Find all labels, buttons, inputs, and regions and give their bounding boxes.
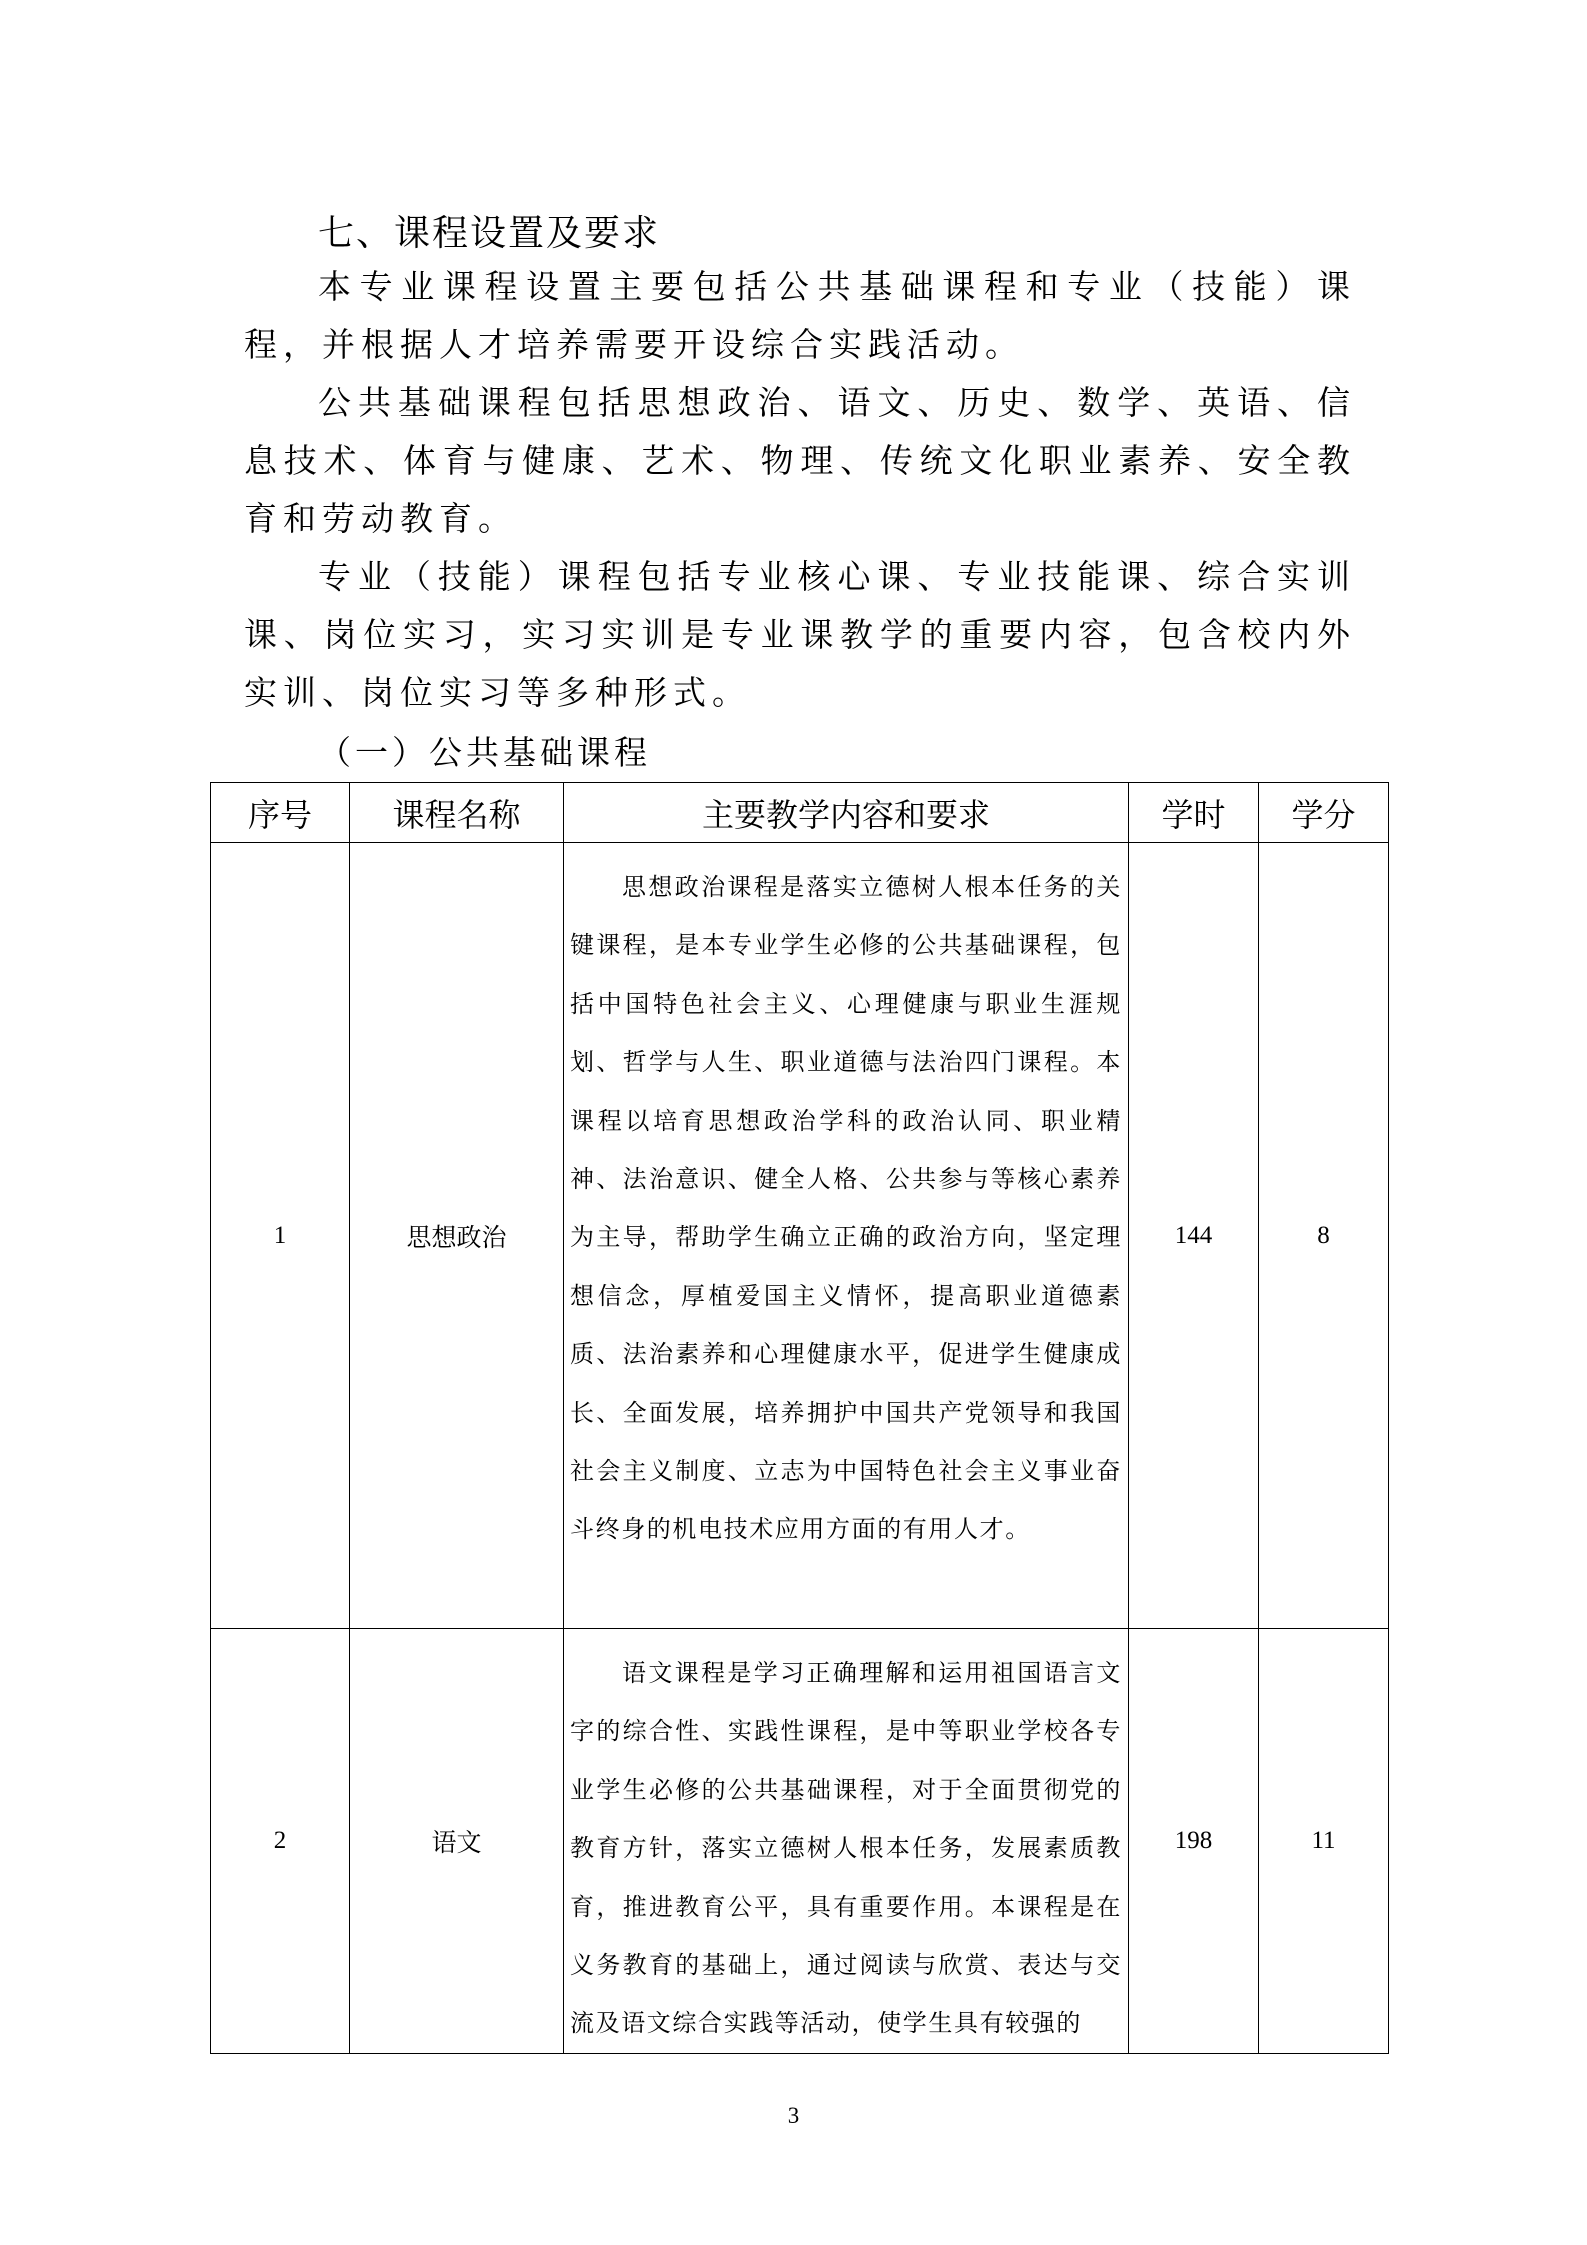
row-course-name: 思想政治 xyxy=(350,843,564,1629)
paragraph-professional-courses: 专业（技能）课程包括专业核心课、专业技能课、综合实训课、岗位实习，实习实训是专业课教学的重要内容，包含校内外实训、岗位实习等多种形式。 xyxy=(244,557,1356,712)
page-number: 3 xyxy=(787,2103,800,2128)
row-hours: 198 xyxy=(1129,1629,1259,2054)
header-index: 序号 xyxy=(211,783,350,843)
table-row xyxy=(211,1629,1389,2054)
sub-heading-public-courses: （一）公共基础课程 xyxy=(318,733,651,772)
header-course-name: 课程名称 xyxy=(350,783,564,843)
row-index: 2 xyxy=(211,1629,350,2054)
header-hours: 学时 xyxy=(1129,783,1259,843)
header-content: 主要教学内容和要求 xyxy=(564,783,1129,843)
public-course-table xyxy=(210,782,1389,2054)
paragraph-public-courses: 公共基础课程包括思想政治、语文、历史、数学、英语、信息技术、体育与健康、艺术、物理、传统文化职业素养、安全教育和劳动教育。 xyxy=(244,383,1356,538)
table-row xyxy=(211,843,1389,1629)
row-content: 思想政治课程是落实立德树人根本任务的关键课程，是本专业学生必修的公共基础课程，包括中国特色社会主义、心理健康与职业生涯规划、哲学与人生、职业道德与法治四门课程。本课程以培育思想政治学科的政治认同、职业精神、法治意识、健全人格、公共参与等核心素养为主导，帮助学生确立正确的政治方向，坚定理想信念，厚植爱国主义情怀，提高职业道德素质、法治素养和心理健康水平，促进学生健康成长、全面发展，培养拥护中国共产党领导和我国社会主义制度、立志为中国特色社会主义事业奋斗终身的机电技术应用方面的有用人才。 xyxy=(564,843,1129,1629)
row-hours: 144 xyxy=(1129,843,1259,1629)
row-credits: 8 xyxy=(1259,843,1389,1629)
table-header-row xyxy=(211,783,1389,843)
paragraph-course-overview: 本专业课程设置主要包括公共基础课程和专业（技能）课程，并根据人才培养需要开设综合实践活动。 xyxy=(244,267,1356,364)
row-index: 1 xyxy=(211,843,350,1629)
row-content: 语文课程是学习正确理解和运用祖国语言文字的综合性、实践性课程，是中等职业学校各专业学生必修的公共基础课程，对于全面贯彻党的教育方针，落实立德树人根本任务，发展素质教育，推进教育公平，具有重要作用。本课程是在义务教育的基础上，通过阅读与欣赏、表达与交流及语文综合实践等活动，使学生具有较强的 xyxy=(564,1629,1129,2054)
row-course-name: 语文 xyxy=(350,1629,564,2054)
row-credits: 11 xyxy=(1259,1629,1389,2054)
section-heading: 七、课程设置及要求 xyxy=(318,213,661,254)
header-credits: 学分 xyxy=(1259,783,1389,843)
